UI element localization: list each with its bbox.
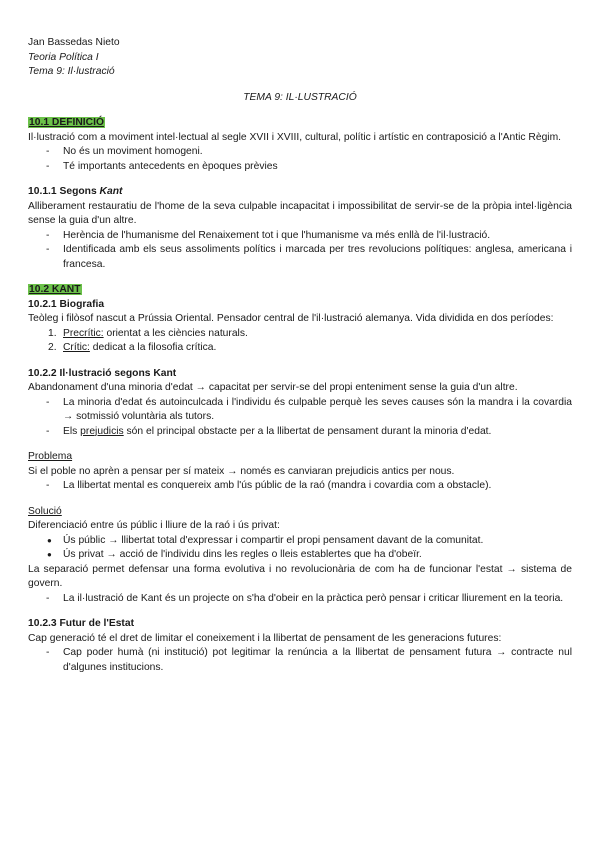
topic-name: Tema 9: Il·lustració — [28, 66, 115, 77]
solucio-text-2: La separació permet defensar una forma evolutiva i no revolucionària de com ha de funcionar l'estat → sistema de govern. — [28, 563, 572, 589]
section-heading-illustracio-kant: 10.2.2 Il·lustració segons Kant — [28, 367, 177, 379]
biografia-text: Teòleg i filòsof nascut a Prússia Oriental. Pensador central de l'il·lustració alemanya. Vida dividida en dos períodes: — [28, 313, 554, 324]
numbered-item — [28, 327, 572, 342]
list-item: - La minoria d'edat és autoinculcada i l'individu és culpable perquè les seves causes són la mandra i la covardia → sotmissió voluntària als tutors. — [28, 396, 572, 425]
highlighted-heading: 10.2 KANT — [29, 284, 81, 295]
section-heading-segons-kant — [28, 185, 572, 200]
course-name: Teoria Política I — [28, 51, 99, 63]
definicio-intro: Il·lustració com a moviment intel·lectual al segle XVII i XVIII, cultural, polític i artístic en contraposició a l'Antic Règim. — [28, 131, 562, 143]
document-title: TEMA 9: IL·LUSTRACIÓ — [243, 91, 357, 103]
section-heading-kant — [28, 283, 572, 298]
item-text: Ús públic → llibertat total d'expressar i compartir el propi pensament davant de la comunitat. — [63, 534, 484, 546]
item-text: són el principal obstacte per a la llibertat de pensament durant la minoria d'edat. — [123, 425, 492, 437]
solucio-text: Diferenciació entre ús públic i lliure de la raó i ús privat: — [28, 520, 280, 531]
author-name: Jan Bassedas Nieto — [28, 37, 120, 48]
list-item: - La llibertat mental es conquereix amb l'ús públic de la raó (mandra i covardia com a obstacle). — [28, 479, 572, 494]
illustracio-kant-text: Abandonament d'una minoria d'edat → capacitat per servir-se del propi enteniment sense la guia d'un altre. — [28, 382, 518, 393]
section-heading-futur-estat: 10.2.3 Futur de l'Estat — [28, 618, 135, 629]
problema-text: Si el poble no aprèn a pensar per sí mateix → només es canviaran prejudicis antics per nous. — [28, 465, 455, 477]
list-item — [28, 425, 572, 440]
segons-kant-text: Alliberament restauratiu de l'home de la seva culpable incapacitat i impossibilitat de servir-se de la pròpia intel·ligència sense la guia d'un altre. — [28, 200, 572, 226]
heading-name: Kant — [99, 186, 123, 197]
item-number: 1. — [48, 327, 57, 339]
item-term: Crític: — [63, 342, 90, 353]
item-term: Precrític: — [63, 327, 104, 339]
subheading-problema: Problema — [28, 451, 73, 462]
list-item: - Cap poder humà (ni institució) pot legitimar la renúncia a la llibertat de pensament futura → contracte nul d'algunes institucions. — [28, 646, 572, 675]
highlighted-heading: 10.1 DEFINICIÓ — [29, 117, 104, 128]
list-item: - Herència de l'humanisme del Renaixement tot i que l'humanisme va més enllà de l'il·lustració. — [28, 229, 572, 244]
item-text: Ús privat → acció de l'individu dins les regles o lleis establertes que ha d'obeïr. — [63, 549, 422, 560]
list-item: - No és un moviment homogeni. — [28, 145, 572, 160]
bullet-item — [28, 534, 572, 549]
section-heading-definicio — [28, 116, 572, 131]
item-term: prejudicis — [80, 425, 124, 437]
section-heading-biografia: 10.2.1 Biografia — [28, 298, 105, 310]
document-page — [28, 36, 572, 675]
subheading-solucio: Solució — [28, 505, 62, 517]
item-text: orientat a les ciències naturals. — [103, 327, 248, 339]
bullet-dot-icon: ● — [47, 535, 52, 545]
list-item: - Té importants antecedents en èpoques prèvies — [28, 160, 572, 175]
list-item: - Identificada amb els seus assoliments polítics i marcada per tres revolucions polítiques: anglesa, americana i francesa. — [28, 243, 572, 272]
item-text: Els — [63, 425, 81, 437]
item-text: dedicat a la filosofia crítica. — [89, 342, 217, 353]
numbered-item — [28, 341, 572, 356]
futur-estat-text: Cap generació té el dret de limitar el coneixement i la llibertat de pensament de les generacions futures: — [28, 632, 502, 644]
list-item: - La il·lustració de Kant és un projecte on s'ha d'obeir en la pràctica però pensar i criticar lliurement en la teoria. — [28, 592, 572, 607]
item-number: 2. — [48, 342, 57, 353]
heading-prefix: 10.1.1 Segons — [28, 186, 100, 197]
bullet-dot-icon: ● — [47, 550, 52, 559]
bullet-item — [28, 548, 572, 563]
